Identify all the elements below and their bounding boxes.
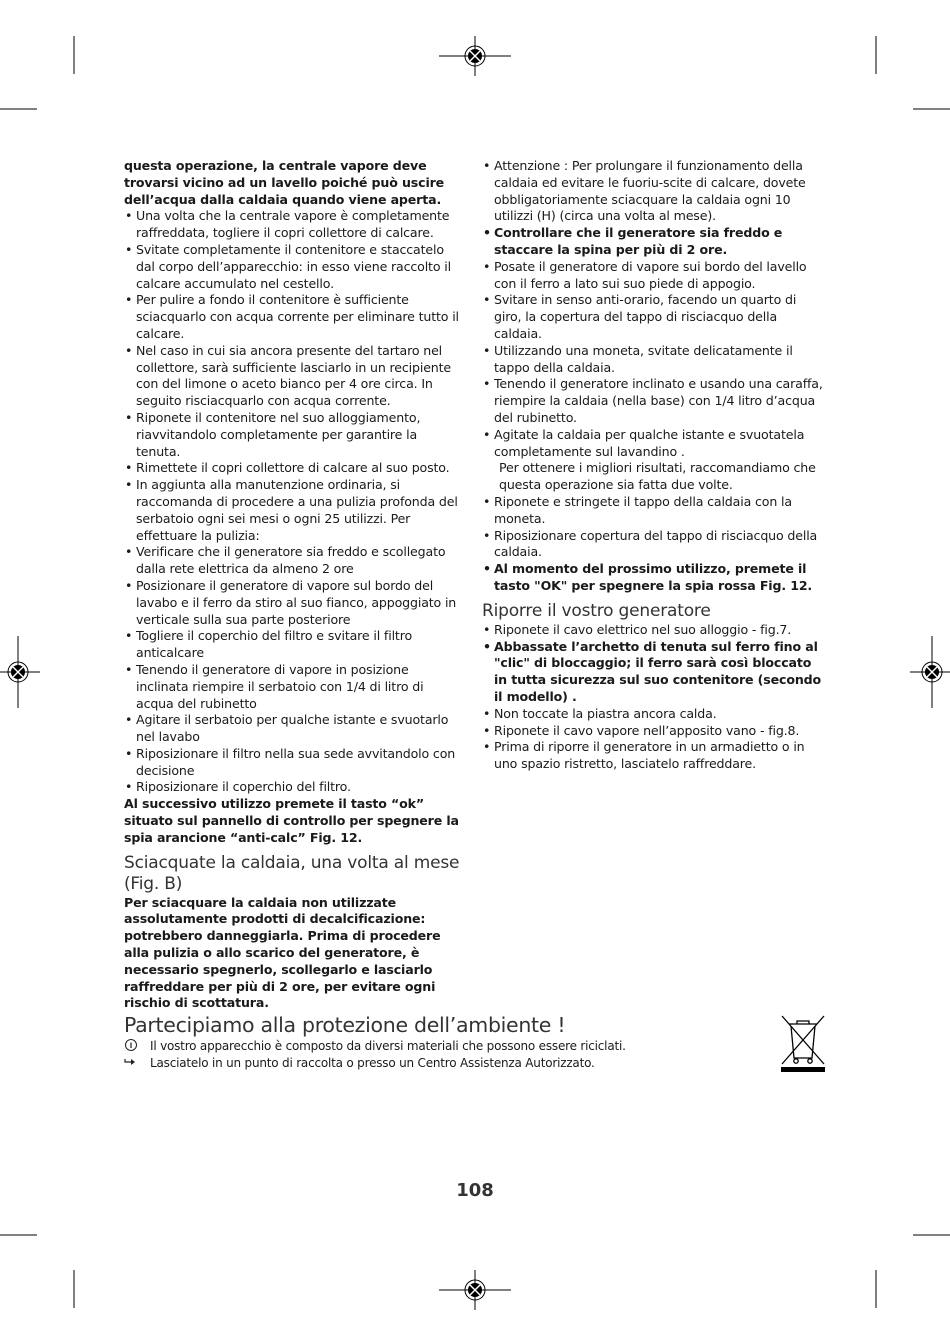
list-item: • Una volta che la centrale vapore è completamente raffreddata, togliere il copri collettore di calcare.	[124, 208, 464, 242]
list-item: • Tenendo il generatore di vapore in posizione inclinata riempire il serbatoio con 1/4 di litro di acqua del rubinetto	[124, 662, 464, 712]
weee-crossed-bin-icon	[780, 1014, 826, 1074]
list-item: • Svitate completamente il contenitore e staccatelo dal corpo dell’apparecchio: in esso viene raccolto il calcare accumulato nel cestello.	[124, 242, 464, 292]
list-item: • Non toccate la piastra ancora calda.	[482, 706, 827, 723]
registration-mark-left	[0, 636, 40, 708]
environment-text-1: Il vostro apparecchio è composto da diversi materiali che possono essere riciclati.	[150, 1039, 626, 1053]
environment-line-collection	[124, 1056, 595, 1070]
list-item: • Riposizionare il coperchio del filtro.	[124, 779, 464, 796]
list-item: • Prima di riporre il generatore in un armadietto o in uno spazio ristretto, lasciatelo raffreddare.	[482, 739, 827, 773]
rinse-warning: Per sciacquare la caldaia non utilizzate assolutamente prodotti di decalcificazione: potrebbero danneggiarla. Prima di procedere alla pulizia o allo scarico del generatore, è necessario spegnerlo, scollegarlo e lasciarlo raffreddare per più di 2 ore, per evitare ogni rischio di scottatura.	[124, 894, 441, 1011]
list-item: • Riponete il contenitore nel suo alloggiamento, riavvitandolo completamente per garantire la tenuta.	[124, 410, 464, 460]
note-text: Per ottenere i migliori risultati, raccomandiamo che questa operazione sia fatta due volte.	[499, 460, 816, 493]
list-item: • Per pulire a fondo il contenitore è sufficiente sciacquarlo con acqua corrente per eliminare tutto il calcare.	[124, 292, 464, 342]
registration-mark-top	[439, 36, 511, 76]
list-item: • Controllare che il generatore sia freddo e staccare la spina per più di 2 ore.	[482, 225, 827, 259]
right-column	[482, 158, 827, 773]
list-item: • Attenzione : Per prolungare il funzionamento della caldaia ed evitare le fuoriu-scite di calcare, dovete obbligatoriamente sciacquare la caldaia ogni 10 utilizzi (H) (circa una volta al mese).	[482, 158, 827, 225]
i-circle-icon	[124, 1038, 150, 1053]
list-item: • Posate il generatore di vapore sui bordo del lavello con il ferro a lato sui suo piede di appogio.	[482, 259, 827, 293]
list-item: • In aggiunta alla manutenzione ordinaria, si raccomanda di procedere a una pulizia profonda del serbatoio ogni sei mesi o ogni 25 utilizzi. Per effettuare la pulizia:	[124, 477, 464, 544]
rinse-steps-list-continued	[482, 494, 827, 595]
arrow-icon	[124, 1056, 150, 1070]
list-item: • Utilizzando una moneta, svitate delicatamente il tappo della caldaia.	[482, 343, 827, 377]
list-item: • Rimettete il copri collettore di calcare al suo posto.	[124, 460, 464, 477]
list-item: • Svitare in senso anti-orario, facendo un quarto di giro, la copertura del tappo di risciacquo della caldaia.	[482, 292, 827, 342]
environment-line-recycle	[124, 1038, 626, 1053]
list-item: • Agitare il serbatoio per qualche istante e svuotarlo nel lavabo	[124, 712, 464, 746]
intro-warning: questa operazione, la centrale vapore deve trovarsi vicino ad un lavello poiché può uscire dell’acqua dalla caldaia quando viene aperta.	[124, 158, 445, 207]
list-item: • Nel caso in cui sia ancora presente del tartaro nel collettore, sarà sufficiente lasciarlo in un recipiente con del limone o aceto bianco per 4 ore circa. In seguito risciacquarlo con acqua corrente.	[124, 343, 464, 410]
list-item: • Verificare che il generatore sia freddo e scollegato dalla rete elettrica da almeno 2 ore	[124, 544, 464, 578]
list-item: • Riponete il cavo elettrico nel suo alloggio - fig.7.	[482, 622, 827, 639]
rinse-steps-list	[482, 158, 827, 460]
storage-steps-list	[482, 622, 827, 773]
environment-text-2: Lasciatelo in un punto di raccolta o presso un Centro Assistenza Autorizzato.	[150, 1056, 595, 1070]
list-item: • Tenendo il generatore inclinato e usando una caraffa, riempire la caldaia (nella base) con 1/4 litro d’acqua del rubinetto.	[482, 376, 827, 426]
cleaning-steps-list	[124, 208, 464, 796]
section-heading-storage: Riporre il vostro generatore	[482, 600, 711, 621]
closing-instruction: Al successivo utilizzo premete il tasto “ok” situato sul pannello di controllo per spegnere la spia arancione “anti-calc” Fig. 12.	[124, 796, 459, 845]
list-item: • Togliere il coperchio del filtro e svitare il filtro anticalcare	[124, 628, 464, 662]
left-column	[124, 158, 464, 1012]
registration-mark-right	[910, 636, 950, 708]
list-item: • Al momento del prossimo utilizzo, premete il tasto "OK" per spegnere la spia rossa Fig. 12.	[482, 561, 827, 595]
page-number: 108	[456, 1180, 494, 1201]
list-item: • Riposizionare copertura del tappo di risciacquo della caldaia.	[482, 528, 827, 562]
list-item: • Riposizionare il filtro nella sua sede avvitandolo con decisione	[124, 746, 464, 780]
registration-mark-bottom	[439, 1270, 511, 1310]
list-item: • Posizionare il generatore di vapore sul bordo del lavabo e il ferro da stiro al suo fianco, appoggiato in verticale sulla sua parte posteriore	[124, 578, 464, 628]
list-item: • Abbassate l’archetto di tenuta sul ferro fino al "clic" di bloccaggio; il ferro sarà così bloccato in tutta sicurezza sul suo contenitore (secondo il modello) .	[482, 639, 827, 706]
section-heading-rinse: Sciacquate la caldaia, una volta al mese (Fig. B)	[124, 852, 460, 894]
list-item: • Agitate la caldaia per qualche istante e svuotatela completamente sul lavandino .	[482, 427, 827, 461]
list-item: • Riponete e stringete il tappo della caldaia con la moneta.	[482, 494, 827, 528]
environment-title: Partecipiamo alla protezione dell’ambiente !	[124, 1013, 566, 1037]
list-item: • Riponete il cavo vapore nell’apposito vano - fig.8.	[482, 723, 827, 740]
